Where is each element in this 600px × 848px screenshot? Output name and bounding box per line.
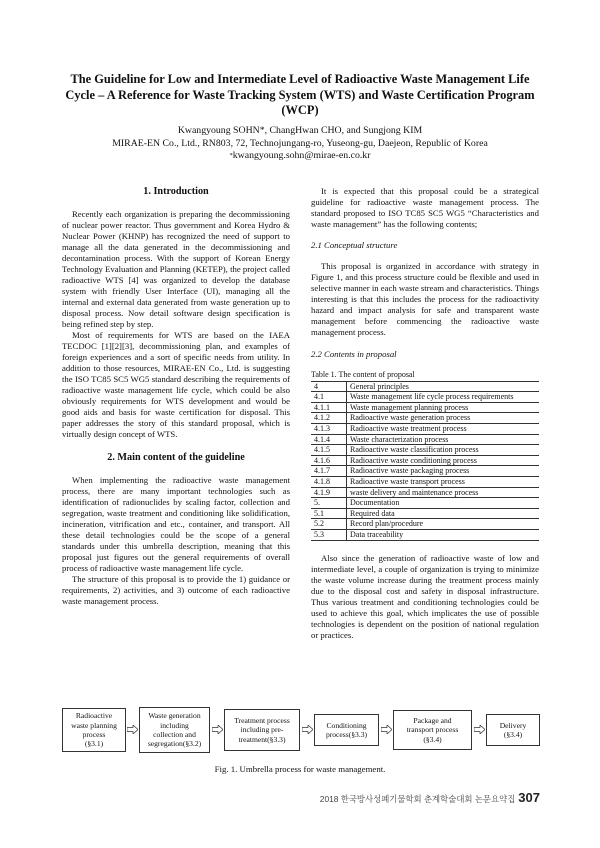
arrow-right-icon (474, 725, 485, 734)
box-text: Waste generation (148, 711, 201, 721)
section-number: 4.1.1 (311, 402, 347, 413)
table-row (311, 445, 539, 456)
main-content-paragraph-1: When implementing the radioactive waste management process, there are many important technologies such as identification of radionuclides by scaling factor, collection and segregation, waste treatment and conditioning like solidification, incineration, vitrification and etc., container, and transport. All these detail technologies could be the scope of a general standards under this umbrella description, meaning that this proposal just figures out the general requirements of overall process of radioactive waste management life cycle. (62, 475, 290, 573)
box-text: process (82, 730, 106, 739)
section-title: Radioactive waste packaging process (347, 466, 540, 477)
box-text: (§3.4) (423, 734, 442, 744)
box-text: segregation(§3.2) (147, 739, 202, 749)
process-box-treatment (224, 709, 300, 751)
footer-proceedings-title: 2018 한국방사성폐기물학회 춘계학술대회 논문요약집 (319, 794, 516, 804)
table-row (311, 413, 539, 424)
box-text: including pre- (240, 725, 284, 735)
page-number: 307 (518, 790, 540, 805)
section-title: Data traceability (347, 529, 540, 540)
process-box-conditioning (314, 714, 379, 746)
paper-title (60, 72, 540, 119)
section-title: Waste management life cycle process requirements (347, 392, 540, 403)
introduction-paragraph-1: Recently each organization is preparing the decommissioning of nuclear power reactor. Thus government and Korea Hydro & Nuclear Power (KHNP) has recognized the need of support to manage all the data generated in the decommissioning and decontamination process. With the support of Korean Energy Technology Evaluation and Planning (KETEP), the project called radioactive WTS [4] was organized to develop the database system with friendly User Interface (UI), managing all the internal and external data generated from waste generation up to disposal process. Now detail software design specification is being refined step by step. (62, 209, 290, 329)
box-text: (§3.4) (503, 730, 523, 739)
introduction-paragraph-2: Most of requirements for WTS are based on the IAEA TECDOC [1][2][3], decommissioning plan, and examples of foreign experiences and a sort of specific needs from utility. In addition to those resources, MIRAE-EN Co., Ltd. is suggesting the ISO TC85 SC5 WG5 standard describing the requirements of radioactive waste management life cycle, which could be also obviously requirements for WTS development and would be good aids and basis for waste certification for disposal. This paper addresses the story of this standard proposal, which is virtually design concept of WTS. (62, 330, 290, 439)
section-title: Radioactive waste generation process (347, 413, 540, 424)
box-text: Delivery (499, 720, 527, 730)
section-number: 4.1.7 (311, 466, 347, 477)
section-number: 4 (311, 381, 347, 392)
author-email: kwangyoung.sohn@mirae-en.co.kr (232, 150, 371, 161)
table-caption: Table 1. The content of proposal (311, 370, 415, 379)
box-text: Package and (413, 715, 452, 725)
box-text: Treatment process (234, 715, 290, 725)
box-text: collection and (153, 730, 196, 739)
section-title: Record plan/procedure (347, 519, 540, 530)
box-text: Conditioning (326, 720, 367, 730)
umbrella-process-diagram (62, 704, 540, 760)
section-title: Radioactive waste conditioning process (347, 455, 540, 466)
arrow-right-icon (302, 725, 313, 734)
section-title: Radioactive waste treatment process (347, 423, 540, 434)
main-content-heading: 2. Main content of the guideline (107, 452, 245, 463)
arrow-right-icon (212, 725, 223, 734)
box-text: including (160, 720, 189, 730)
section-number: 4.1.6 (311, 455, 347, 466)
author-block (60, 125, 540, 163)
box-text: treatment(§3.3) (238, 734, 286, 744)
arrow-right-icon (381, 725, 392, 734)
section-number: 4.1.5 (311, 445, 347, 456)
affiliation: MIRAE-EN Co., Ltd., RN803, 72, Technojungang-ro, Yuseong-gu, Daejeon, Republic of Korea (112, 137, 488, 149)
section-number: 4.1.9 (311, 487, 347, 498)
table-row (311, 402, 539, 413)
section-title: Documentation (347, 498, 540, 509)
box-text: Radioactive (75, 711, 113, 721)
section-title: Radioactive waste transport process (347, 476, 540, 487)
table-row (311, 529, 539, 540)
section-number: 5. (311, 498, 347, 509)
page-footer (300, 790, 540, 805)
section-number: 4.1.4 (311, 434, 347, 445)
section-number: 4.1.8 (311, 476, 347, 487)
introduction-heading: 1. Introduction (143, 186, 209, 197)
email-line (60, 150, 540, 163)
section-title: waste delivery and maintenance process (347, 487, 540, 498)
box-text: process(§3.3) (325, 730, 368, 739)
section-title: General principles (347, 381, 540, 392)
process-box-delivery (486, 714, 540, 746)
table-row (311, 423, 539, 434)
section-number: 5.3 (311, 529, 347, 540)
left-column (62, 186, 290, 607)
subsection-contents: 2.2 Contents in proposal (311, 349, 397, 359)
section-number: 4.1.2 (311, 413, 347, 424)
table-row (311, 519, 539, 530)
right-paragraph-3: Also since the generation of radioactive waste of low and intermediate level, a couple of organization is trying to minimize the waste volume increase during the treatment process mainly due to the disposal cost and safety in disposal infrastructure. Thus various treatment and conditioning technologies could be used to achieve this goal, which implicates the use of possible technologies is dependent on the position of national regulation or practices. (311, 552, 539, 640)
table-row (311, 508, 539, 519)
section-number: 5.1 (311, 508, 347, 519)
main-content-paragraph-2: The structure of this proposal is to provide the 1) guidance or requirements, 2) activities, and 3) outcome of each radioactive waste management process. (62, 574, 290, 606)
process-box-generation (139, 707, 210, 753)
box-text: (§3.1) (84, 739, 104, 749)
title-line: The Guideline for Low and Intermediate Level of Radioactive Waste Management Life (70, 72, 530, 86)
proposal-contents-table (311, 370, 539, 541)
email-marker: * (229, 152, 233, 159)
right-paragraph-2: This proposal is organized in accordance with strategy in Figure 1, and this process structure could be flexible and used in selective manner in each waste stream and characteristics. Things interesting is that this includes the process for the radioactivity hazard and impact analysis for safe and transparent waste management before commencing the radioactive waste management process. (311, 261, 539, 337)
table-row (311, 381, 539, 392)
section-number: 4.1 (311, 392, 347, 403)
section-title: Required data (347, 508, 540, 519)
process-box-package-transport (393, 710, 472, 750)
process-box-planning (62, 708, 126, 752)
table-row (311, 498, 539, 509)
section-number: 4.1.3 (311, 423, 347, 434)
table-row (311, 487, 539, 498)
table-row (311, 455, 539, 466)
right-paragraph-1: It is expected that this proposal could be a strategical guideline for radioactive waste management process. The standard proposed to ISO TC85 SC5 WG5 “Characteristics and waste management” has the following contents; (311, 186, 539, 229)
figure-caption: Fig. 1. Umbrella process for waste management. (214, 764, 386, 774)
section-title: Waste management planning process (347, 402, 540, 413)
table-row (311, 476, 539, 487)
arrow-right-icon (127, 725, 138, 734)
table-row (311, 434, 539, 445)
title-line: (WCP) (281, 103, 319, 117)
box-text: transport process (406, 725, 459, 735)
right-column (311, 186, 539, 641)
author-names: Kwangyoung SOHN*, ChangHwan CHO, and Sungjong KIM (177, 125, 423, 136)
title-line: Cycle – A Reference for Waste Tracking System (WTS) and Waste Certification Program (65, 87, 535, 102)
table-row (311, 392, 539, 403)
box-text: waste planning (71, 720, 117, 730)
section-title: Waste characterization process (347, 434, 540, 445)
section-title: Radioactive waste classification process (347, 445, 540, 456)
section-number: 5.2 (311, 519, 347, 530)
table-row (311, 466, 539, 477)
subsection-conceptual-structure: 2.1 Conceptual structure (311, 240, 398, 250)
